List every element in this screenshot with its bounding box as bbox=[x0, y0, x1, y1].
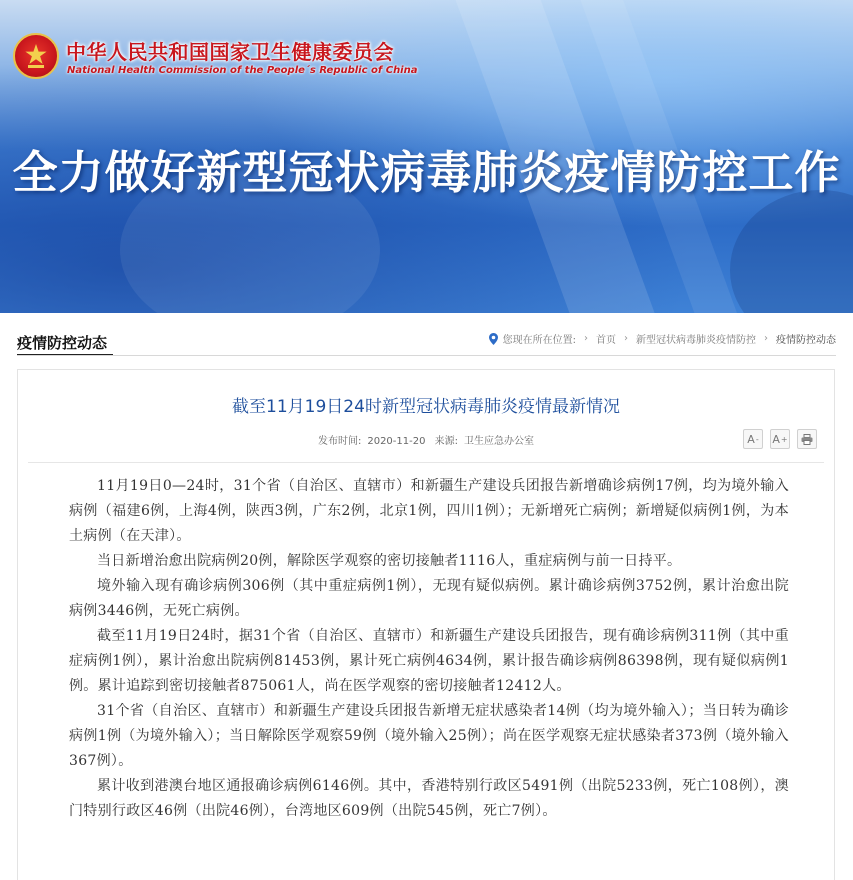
banner-slogan: 全力做好新型冠状病毒肺炎疫情防控工作 bbox=[12, 146, 841, 199]
breadcrumb-separator-icon: › bbox=[624, 333, 628, 344]
article-paragraph: 境外输入现有确诊病例306例（其中重症病例1例），无现有疑似病例。累计确诊病例3752例，累计治愈出院病例3446例，无死亡病例。 bbox=[69, 578, 789, 619]
national-emblem-icon[interactable] bbox=[13, 33, 59, 79]
section-title: 疫情防控动态 bbox=[17, 334, 108, 352]
article-paragraph: 11月19日0—24时，31个省（自治区、直辖市）和新疆生产建设兵团报告新增确诊病例17例，均为境外输入病例（福建6例，上海4例，陕西3例，广东2例，北京1例，四川1例）；无新增死亡病例；新增疑似病例1例，为本土病例（在天津）。 bbox=[69, 478, 789, 544]
banner-shadow bbox=[730, 190, 853, 313]
org-name-en: National Health Commission of the People´s Republic of China bbox=[67, 65, 418, 76]
location-pin-icon bbox=[489, 333, 498, 345]
article-paragraph: 31个省（自治区、直辖市）和新疆生产建设兵团报告新增无症状感染者14例（均为境外输入）；当日转为确诊病例1例（为境外输入）；当日解除医学观察59例（境外输入25例）；尚在医学观察无症状感染者373例（境外输入367例）。 bbox=[69, 703, 789, 769]
breadcrumb-covid-section[interactable]: 新型冠状病毒肺炎疫情防控 bbox=[636, 335, 756, 346]
breadcrumb-separator-icon: › bbox=[764, 333, 768, 344]
article-tools bbox=[743, 429, 817, 449]
article-container bbox=[17, 369, 835, 880]
font-smaller-sign: - bbox=[755, 434, 759, 444]
breadcrumb-prefix: 您现在所在位置: bbox=[502, 335, 576, 346]
printer-icon bbox=[801, 434, 813, 445]
breadcrumb bbox=[489, 331, 836, 346]
article-paragraph: 截至11月19日24时，据31个省（自治区、直辖市）和新疆生产建设兵团报告，现有确诊病例311例（其中重症病例1例），累计治愈出院病例81453例，累计死亡病例4634例，累计报告确诊病例86398例，现有疑似病例1例。累计追踪到密切接触者875061人，尚在医学观察的密切接触者12412人。 bbox=[69, 628, 790, 694]
article-title: 截至11月19日24时新型冠状病毒肺炎疫情最新情况 bbox=[232, 397, 620, 417]
header-banner bbox=[0, 0, 853, 313]
section-divider bbox=[17, 355, 836, 356]
breadcrumb-home[interactable]: 首页 bbox=[596, 335, 616, 346]
source-name: 卫生应急办公室 bbox=[464, 436, 535, 447]
font-smaller-button[interactable] bbox=[743, 429, 763, 449]
article-meta bbox=[18, 432, 834, 447]
source-label: 来源: bbox=[434, 436, 459, 447]
emblem-star-icon bbox=[21, 41, 51, 71]
publish-date: 2020-11-20 bbox=[367, 436, 426, 447]
breadcrumb-separator-icon: › bbox=[584, 333, 588, 344]
article-divider bbox=[28, 462, 824, 463]
org-name-cn[interactable]: 中华人民共和国国家卫生健康委员会 bbox=[66, 40, 394, 64]
font-larger-button[interactable] bbox=[770, 429, 790, 449]
print-button[interactable] bbox=[797, 429, 817, 449]
section-header bbox=[0, 322, 853, 356]
publish-label: 发布时间: bbox=[317, 436, 362, 447]
font-smaller-label: A bbox=[747, 432, 755, 446]
article-paragraph: 累计收到港澳台地区通报确诊病例6146例。其中，香港特别行政区5491例（出院5233例，死亡108例），澳门特别行政区46例（出院46例），台湾地区609例（出院545例，死亡7例）。 bbox=[69, 778, 789, 819]
font-larger-label: A bbox=[772, 432, 780, 446]
article-body bbox=[69, 474, 789, 824]
article-paragraph: 当日新增治愈出院病例20例，解除医学观察的密切接触者1116人，重症病例与前一日持平。 bbox=[97, 553, 682, 569]
font-larger-sign: + bbox=[780, 434, 788, 444]
breadcrumb-current[interactable]: 疫情防控动态 bbox=[776, 335, 836, 346]
